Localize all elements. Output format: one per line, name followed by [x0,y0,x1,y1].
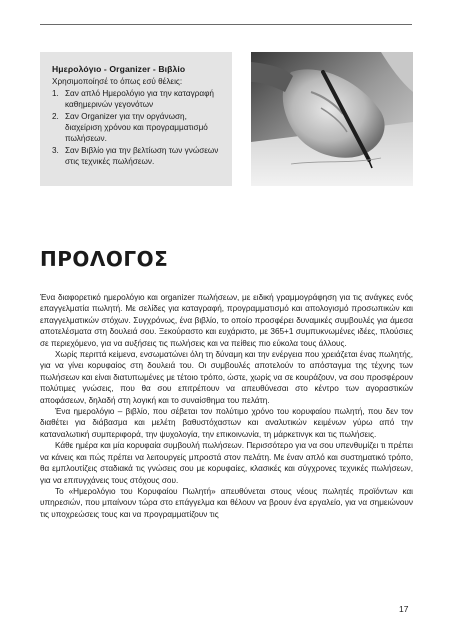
paragraph: Ένα διαφορετικό ημερολόγιο και organizer πωλήσεων, με ειδική γραμμογράφηση για τις ανάγκες ενός επαγγελματία πωλητή. Με σελίδες για καταγραφή, προγραμματισμό και απολογισμό προσωπικών και επαγγελματικών στόχων. Συγχρόνως, ένα βιβλίο, το οποίο προσφέρει δυναμικές συμβουλές για άμεσα αποτελέσματα στη δουλειά σου. Ξεκούραστο και ευχάριστο, με 365+1 συμπυκνωμένες ιδέες, πλούσιες σε περιεχόμενο, για να αυξήσεις τις πωλήσεις και να πείθεις πιο εύκολα τους άλλους. [40,293,413,348]
list-item [52,145,222,167]
body-text [40,292,413,520]
list-item [52,88,222,110]
box-intro: Χρησιμοποίησέ το όπως εσύ θέλεις: [52,77,183,86]
list-item-text: Σαν Organizer για την οργάνωση, διαχείριση χρόνου και προγραμματισμό πωλήσεων. [65,112,208,143]
list-item-text: Σαν απλό Ημερολόγιο για την καταγραφή καθημερινών γεγονότων [65,89,214,109]
list-item-text: Σαν Βιβλίο για την βελτίωση των γνώσεων στις τεχνικές πωλήσεων. [65,146,219,166]
paragraph: Κάθε ημέρα και μία κορυφαία συμβουλή πωλήσεων. Περισσότερο για να σου υπενθυμίζει τι πρέπει να κάνεις και πώς πρέπει να λειτουργείς μπροστά στον πελάτη. Με έναν απλό και συστηματικό τρόπο, θα εμπλουτίζεις σταδιακά τις γνώσεις σου με κορυφαίες, κλασικές και σύγχρονες τεχνικές πωλήσεων, για να επιτυγχάνεις τους στόχους σου. [40,441,413,485]
hand-writing-photo [251,52,413,186]
box-list [52,88,222,167]
paragraph: Χωρίς περιττά κείμενα, ενσωματώνει όλη τη δύναμη και την ενέργεια που χρειάζεται ένας πωλητής, για να γίνει κορυφαίος στη δουλειά του. Οι συμβουλές αποτελούν το απόσταγμα της τέχνης των πωλήσεων και είναι διατυπωμένες με τέτοιο τρόπο, ώστε, χωρίς να σε κουράζουν, να σου προσφέρουν πολύτιμες γνώσεις, που θα σου επιτρέπουν να απευθύνεσαι στο κέντρο των αγοραστικών αποφάσεων, δηλαδή στη λογική και το συναίσθημα του πελάτη. [40,350,413,405]
list-item-number: 1. [52,89,59,98]
list-item-number: 3. [52,146,59,155]
box-title: Ημερολόγιο - Organizer - Βιβλίο [52,64,186,74]
list-item-number: 2. [52,112,59,121]
page-number: 17 [399,604,409,614]
list-item [52,111,222,144]
paragraph: Ένα ημερολόγιο – βιβλίο, που σέβεται τον πολύτιμο χρόνο του κορυφαίου πωλητή, που δεν τον διαθέτει για διάβασμα και μελέτη βαθυστόχαστων και αναλυτικών κειμένων γύρω από την καταναλωτική συμπεριφορά, την ψυχολογία, την επικοινωνία, τη μάρκετινγκ και τις πωλήσεις. [40,407,413,439]
top-rule [40,24,412,25]
page-title: ΠΡΟΛΟΓΟΣ [40,247,169,271]
hand-writing-illustration [251,52,413,186]
info-box [40,52,232,186]
paragraph: Το «Ημερολόγιο του Κορυφαίου Πωλητή» απευθύνεται στους νέους πωλητές προϊόντων και υπηρεσιών, που μπαίνουν τώρα στο επάγγελμα και θέλουν να βρουν ένα εργαλείο, για να σημειώνουν τις υποχρεώσεις τους και να προγραμματίζουν τις [40,486,413,519]
